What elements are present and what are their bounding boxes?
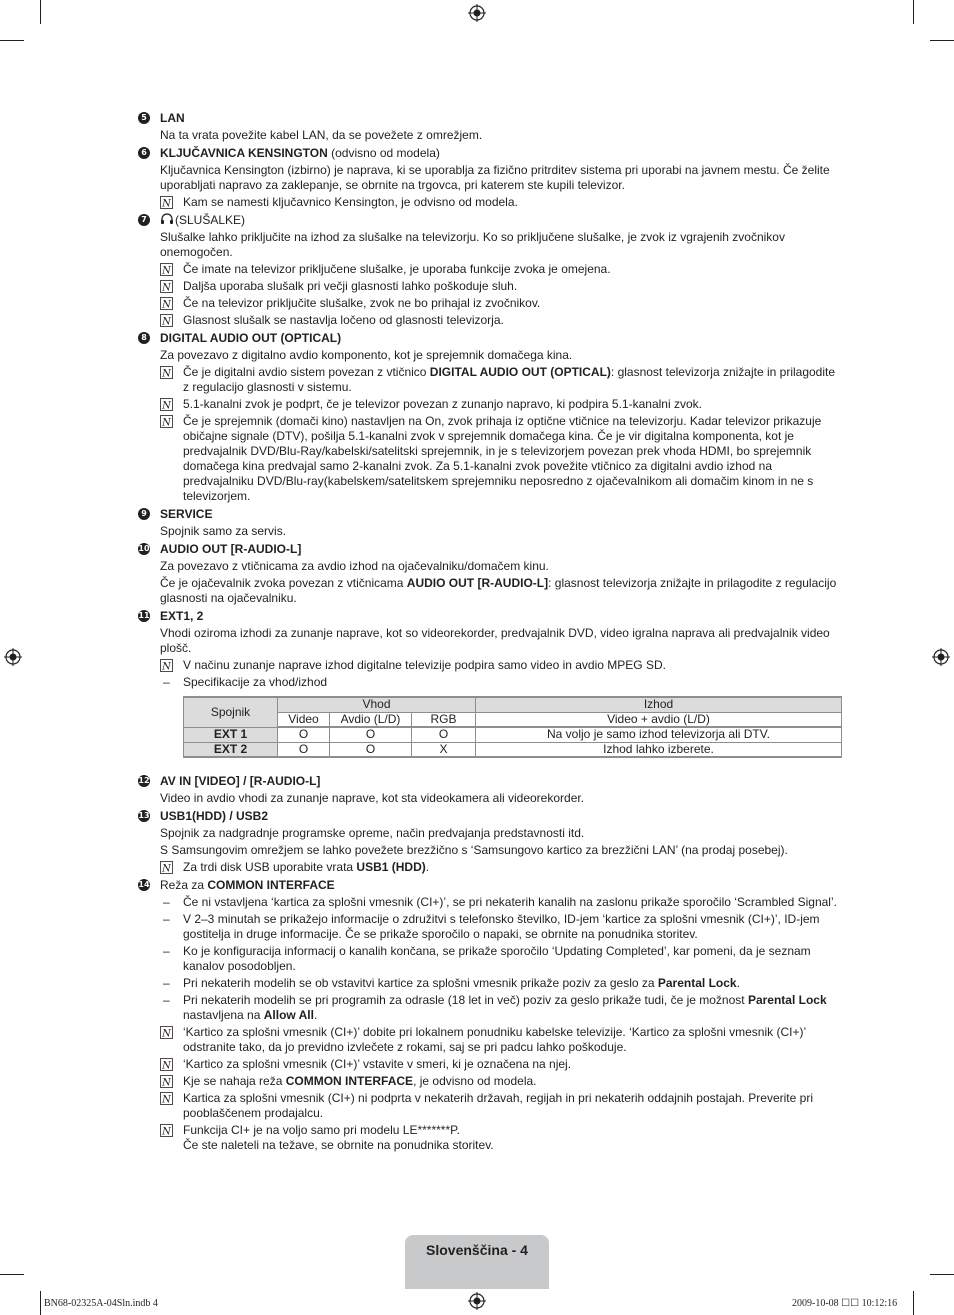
dash-item [138,895,844,910]
note-icon [160,861,173,874]
table-row [184,727,842,742]
paragraph [138,576,844,606]
text-run: Ključavnica Kensington (izbirno) je naprava, ki se uporablja za fizično pritrditev sistema pri uporabi na javnem mestu. Če želite uporabljati napravo za zaklepanje, se obrnite na trgovca, pri katerem ste kupili televizor. [160,163,830,192]
section-8 [138,331,844,504]
manual-content [138,111,844,1156]
section-title: COMMON INTERFACE [207,878,335,892]
svg-text:N: N [162,299,171,310]
section-11 [138,609,844,758]
cell-rgb: O [412,727,476,742]
note-icon [160,366,173,379]
text-run: Slušalke lahko priključite na izhod za slušalke na televizorju. Ko so priključene slušalke, je zvok iz vgrajenih zvočnikov onemogočen. [160,230,785,259]
paragraph [138,626,844,656]
text-run: Kam se namesti ključavnico Kensington, je odvisno od modela. [183,195,518,209]
header-avdio: Avdio (L/D) [330,712,412,727]
section-12 [138,774,844,806]
section-title: KLJUČAVNICA KENSINGTON [160,146,328,160]
paragraph [138,128,844,143]
svg-text:N: N [162,1060,171,1071]
header-izhod: Izhod [476,697,842,712]
text-run: 5.1-kanalni zvok je podprt, če je televizor povezan z zunanjo napravo, ki podpira 5.1-kanalni zvok. [183,397,702,411]
text-run: Za trdi disk USB uporabite vrata [183,860,357,874]
note-icon [160,398,173,411]
dash-bullet-icon: – [163,675,170,689]
crop-mark [930,40,954,41]
svg-text:N: N [162,1126,171,1137]
section-title-prefix: Reža za [160,878,208,892]
header-vhod: Vhod [278,697,476,712]
bold-term: Parental Lock [657,976,737,990]
paragraph [138,791,844,806]
crop-mark [40,0,41,24]
bold-term: AUDIO OUT [R-AUDIO-L] [406,576,549,590]
note-item [138,262,844,277]
section-heading [138,111,844,128]
note-icon [160,263,173,276]
section-heading [138,809,844,826]
section-title: USB1(HDD) / USB2 [160,809,269,823]
svg-text:N: N [162,417,171,428]
section-14 [138,878,844,1153]
paragraph [138,348,844,363]
section-title-suffix: (SLUŠALKE) [175,213,246,227]
dash-bullet-icon: – [163,976,170,990]
dash-bullet-icon: – [163,993,170,1007]
note-icon [160,659,173,672]
cell-avdio: O [330,727,412,742]
dash-item [138,912,844,942]
text-run: Če ste naleteli na težave, se obrnite na ponudnika storitev. [183,1138,494,1152]
note-item [138,1123,844,1153]
text-run: Za povezavo z vtičnicama za avdio izhod na ojačevalniku/domačem kinu. [160,559,549,573]
cell-video: O [278,742,330,757]
section-title-suffix: (odvisno od modela) [327,146,440,160]
svg-text:N: N [162,863,171,874]
text-run: ‘Kartico za splošni vmesnik (CI+)’ vstavite v smeri, ki je označena na njej. [183,1057,572,1071]
bold-term: Parental Lock [747,993,827,1007]
section-heading [138,774,844,791]
svg-text:N: N [162,1077,171,1088]
header-spojnik: Spojnik [184,697,278,727]
registration-mark-icon [468,4,486,22]
dash-item [138,993,844,1023]
note-item [138,1025,844,1055]
header-video-avdio: Video + avdio (L/D) [476,712,842,727]
text-run: Na ta vrata povežite kabel LAN, da se povežete z omrežjem. [160,128,483,142]
paragraph [138,524,844,539]
registration-mark-icon [932,648,950,666]
note-item [138,195,844,210]
crop-mark [0,40,24,41]
text-run: Video in avdio vhodi za zunanje naprave, kot sta videokamera ali videorekorder. [160,791,585,805]
paragraph [138,230,844,260]
cell-avdio: O [330,742,412,757]
section-heading [138,213,844,230]
dash-item [138,976,844,991]
section-heading [138,878,844,895]
text-run: Specifikacije za vhod/izhod [183,675,328,689]
svg-text:N: N [162,368,171,379]
section-7 [138,213,844,328]
section-number-badge: 9 [138,508,150,520]
svg-text:N: N [162,282,171,293]
paragraph [138,163,844,193]
note-icon [160,415,173,428]
section-number-badge: 11 [138,611,150,620]
section-number-badge: 6 [138,147,150,159]
page-number-tab [405,1235,549,1289]
note-item [138,1057,844,1072]
section-number-badge: 10 [138,544,150,553]
section-5 [138,111,844,143]
paragraph [138,826,844,841]
cell-video: O [278,727,330,742]
section-title: DIGITAL AUDIO OUT (OPTICAL) [160,331,342,345]
svg-text:N: N [162,265,171,276]
header-rgb: RGB [412,712,476,727]
bold-term: DIGITAL AUDIO OUT (OPTICAL) [429,365,611,379]
text-run: . [736,976,740,990]
table-row [184,742,842,757]
note-icon [160,314,173,327]
cell-rgb: X [412,742,476,757]
note-item [138,1091,844,1121]
text-run: : glasnost televizorja znižajte in prilagodite z regulacijo glasnosti na ojačevalniku. [160,576,837,605]
paragraph [138,843,844,858]
svg-text:N: N [162,661,171,672]
dash-item [138,675,844,690]
section-number-badge: 5 [138,112,150,124]
section-10 [138,542,844,606]
section-number-badge: 13 [138,811,150,820]
text-run: , je odvisno od modela. [413,1074,537,1088]
note-icon [160,1075,173,1088]
text-run: S Samsungovim omrežjem se lahko povežete brezžično s ‘Samsungovo kartico za brezžični LAN’ (na prodaj posebej). [160,843,788,857]
dash-bullet-icon: – [163,895,170,909]
section-number-badge: 8 [138,332,150,344]
bold-term: USB1 (HDD) [356,860,426,874]
note-icon [160,1124,173,1137]
text-run: Če imate na televizor priključene slušalke, je uporaba funkcije zvoka je omejena. [183,262,611,276]
section-6 [138,146,844,210]
note-item [138,296,844,311]
section-title: EXT1, 2 [160,609,204,623]
header-video: Video [278,712,330,727]
svg-text:N: N [162,400,171,411]
svg-text:N: N [162,198,171,209]
registration-mark-icon [4,648,22,666]
date-slug: 2009-10-08 ☐☐ 10:12:16 [792,1298,898,1309]
text-run: : glasnost televizorja znižajte in prilagodite z regulacijo glasnosti v sistemu. [183,365,836,394]
text-run: Vhodi oziroma izhodi za zunanje naprave, kot so videorekorder, predvajalnik DVD, video igralna naprava ali predvajalnik video plošč. [160,626,830,655]
headphone-icon [160,213,174,225]
text-run: Če na televizor priključite slušalke, zvok ne bo prihajal iz zvočnikov. [183,296,541,310]
section-heading [138,542,844,559]
note-icon [160,1092,173,1105]
note-icon [160,280,173,293]
text-run: Funkcija CI+ je na voljo samo pri modelu LE*******P. [183,1123,460,1137]
cell-output: Na voljo je samo izhod televizorja ali DTV. [476,727,842,742]
text-run: Spojnik za nadgradnje programske opreme, način predvajanja predstavnosti itd. [160,826,585,840]
text-run: Pri nekaterih modelih se ob vstavitvi kartice za splošni vmesnik prikaže poziv za geslo za [183,976,658,990]
section-number-badge: 7 [138,214,150,226]
text-run: Pri nekaterih modelih se pri programih za odrasle (18 let in več) poziv za geslo prikaže tudi, če je možnost [183,993,748,1007]
text-run: ‘Kartico za splošni vmesnik (CI+)’ dobite pri lokalnem ponudniku kabelske televizije. ‘Kartico za splošni vmesnik (CI+)’ odstranite tako, da jo previdno izvlečete z rokami, saj se pri padcu lahko poškoduje. [183,1025,806,1054]
text-run: V načinu zunanje naprave izhod digitalne televizije podpira samo video in avdio MPEG SD. [183,658,666,672]
section-title: LAN [160,111,185,125]
section-heading [138,331,844,348]
section-title: SERVICE [160,507,213,521]
text-run: V 2–3 minutah se prikažejo informacije o združitvi s telefonsko številko, ID-jem ‘kartice za splošni vmesnik (CI+)’, ID-jem gostitelja in druge informacije. Če se prikaže sporočilo o napaki, se obrnite na ponudnika storitev. [183,912,820,941]
text-run: Kartica za splošni vmesnik (CI+) ni podprta v nekaterih državah, regijah in pri nekaterih oddajnih postajah. Preverite pri pooblaščenem prodajalcu. [183,1091,813,1120]
section-13 [138,809,844,875]
text-run: Če je sprejemnik (domači kino) nastavljen na On, zvok prihaja iz optične vtičnice na televizorju. Kadar televizor prikazuje običajne signale (DTV), pošilja 5.1-kanalni zvok v sprejemnik domačega kina. Če je vir digitalna komponenta, kot je predvajalnik DVD/Blu-Ray/kabelski/satelitski sprejemnik, in je s televizorjem povezan prek vhoda HDMI, bo sprejemnik domačega kina predvajal samo 2-kanalni zvok. Za 5.1-kanalni zvok povežite vtičnico za digitalni avdio izhod na predvajalniku DVD/Blu-ray(kabelskem/satelitskem sprejemniku neposredno z ojačevalnikom ali domačim kinom in ne s televizorjem. [183,414,822,503]
svg-text:N: N [162,1028,171,1039]
dash-bullet-icon: – [163,912,170,926]
dash-bullet-icon: – [163,944,170,958]
crop-mark [40,1291,41,1315]
note-icon [160,297,173,310]
crop-mark [913,0,914,24]
note-item [138,365,844,395]
note-item [138,313,844,328]
text-run: Glasnost slušalk se nastavlja ločeno od glasnosti televizorja. [183,313,504,327]
bold-term: Allow All [263,1008,314,1022]
paragraph [138,559,844,574]
text-run: Daljša uporaba slušalk pri večji glasnosti lahko poškoduje sluh. [183,279,518,293]
section-heading [138,146,844,163]
note-item [138,658,844,673]
spec-table [183,696,842,758]
note-icon [160,1058,173,1071]
text-run: Če je digitalni avdio sistem povezan z vtičnico [183,365,430,379]
text-run: Za povezavo z digitalno avdio komponento, kot je sprejemnik domačega kina. [160,348,573,362]
crop-mark [930,1274,954,1275]
section-heading [138,609,844,626]
file-slug: BN68-02325A-04Sln.indb 4 [44,1298,158,1309]
note-icon [160,196,173,209]
section-number-badge: 12 [138,776,150,785]
note-item [138,397,844,412]
note-item [138,860,844,875]
row-name: EXT 1 [184,727,278,742]
section-9 [138,507,844,539]
section-number-badge: 14 [138,880,150,889]
text-run: Če je ojačevalnik zvoka povezan z vtičnicama [160,576,407,590]
crop-mark [913,1291,914,1315]
text-run: . [313,1008,318,1022]
text-run: Spojnik samo za servis. [160,524,287,538]
note-icon [160,1026,173,1039]
text-run: Če ni vstavljena ‘kartica za splošni vmesnik (CI+)’, se pri nekaterih kanalih na zaslonu prikaže sporočilo ‘Scrambled Signal’. [183,895,837,909]
page-label: Slovenščina - 4 [426,1242,528,1258]
bold-term: COMMON INTERFACE [285,1074,414,1088]
section-heading [138,507,844,524]
note-item [138,1074,844,1089]
cell-output: Izhod lahko izberete. [476,742,842,757]
note-item [138,279,844,294]
text-run: . [425,860,430,874]
note-item [138,414,844,504]
section-title: AUDIO OUT [R-AUDIO-L] [160,542,302,556]
crop-mark [0,1274,24,1275]
svg-text:N: N [162,316,171,327]
row-name: EXT 2 [184,742,278,757]
text-run: Ko je konfiguracija informacij o kanalih končana, se prikaže sporočilo ‘Updating Completed’, kar pomeni, da je seznam kanalov posodobljen. [183,944,811,973]
text-run: Kje se nahaja reža [183,1074,286,1088]
dash-item [138,944,844,974]
registration-mark-icon [468,1292,486,1310]
section-title: AV IN [VIDEO] / [R-AUDIO-L] [160,774,321,788]
svg-text:N: N [162,1094,171,1105]
text-run: nastavljena na [183,1008,264,1022]
